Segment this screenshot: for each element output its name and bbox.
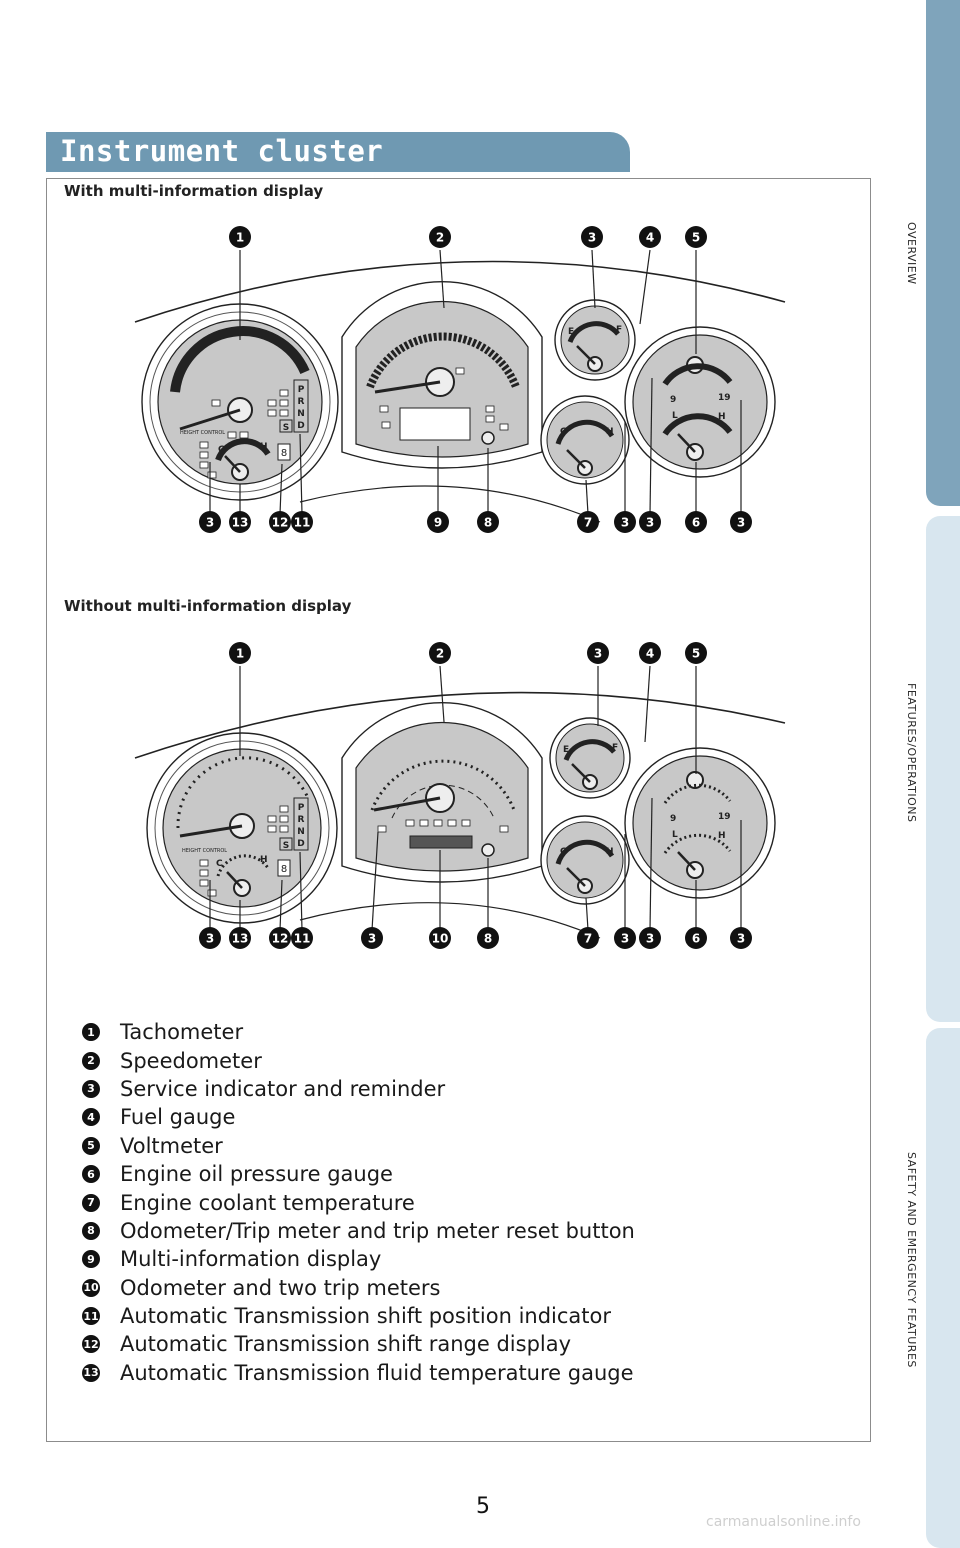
tachometer-gauge: [147, 733, 337, 923]
top-callouts: [229, 226, 707, 248]
page-number: 5: [476, 1494, 490, 1519]
legend-label: Multi-information display: [120, 1247, 382, 1272]
legend-label: Odometer and two trip meters: [120, 1275, 441, 1300]
svg-text:9: 9: [433, 515, 443, 530]
legend-item: [82, 1359, 635, 1387]
coolant-temperature-gauge: [541, 816, 629, 904]
svg-text:5: 5: [691, 230, 701, 245]
legend-number: 13: [82, 1364, 100, 1382]
legend-number: 7: [82, 1194, 100, 1212]
svg-text:2: 2: [435, 646, 445, 661]
legend-number: 1: [82, 1023, 100, 1041]
svg-text:6: 6: [691, 515, 701, 530]
svg-text:H: H: [260, 855, 268, 865]
svg-text:H: H: [606, 847, 614, 857]
tab-features-operations[interactable]: [926, 516, 960, 1022]
legend-item: [82, 1046, 635, 1074]
legend-item: [82, 1160, 635, 1188]
svg-text:3: 3: [205, 931, 215, 946]
svg-text:7: 7: [583, 931, 593, 946]
legend-label: Automatic Transmission shift range display: [120, 1332, 572, 1357]
section-tabs: [926, 0, 960, 1536]
svg-text:C: C: [560, 427, 567, 437]
section-heading-with-mid: With multi-information display: [64, 182, 324, 200]
svg-text:H: H: [260, 442, 268, 452]
legend-number: 2: [82, 1052, 100, 1070]
legend-label: Engine oil pressure gauge: [120, 1162, 393, 1187]
watermark: carmanualsonline.info: [706, 1514, 861, 1530]
legend-item: [82, 1274, 635, 1302]
svg-text:11: 11: [293, 515, 311, 530]
coolant-temperature-gauge: [541, 396, 629, 484]
bottom-callouts: [199, 511, 752, 533]
shift-d: D: [297, 421, 305, 431]
svg-text:3: 3: [645, 515, 655, 530]
svg-text:F: F: [612, 743, 619, 753]
legend-label: Automatic Transmission shift position indicator: [120, 1304, 612, 1329]
svg-text:5: 5: [691, 646, 701, 661]
svg-text:12: 12: [271, 931, 289, 946]
svg-text:C: C: [216, 859, 223, 869]
svg-text:19: 19: [718, 393, 731, 403]
legend-label: Service indicator and reminder: [120, 1076, 446, 1101]
svg-text:HEIGHT CONTROL: HEIGHT CONTROL: [182, 848, 228, 854]
svg-text:L: L: [672, 830, 678, 840]
page-title: Instrument cluster: [60, 134, 384, 168]
svg-text:H: H: [718, 412, 726, 422]
height-control-label: HEIGHT CONTROL: [180, 430, 226, 436]
svg-text:3: 3: [736, 515, 746, 530]
svg-text:12: 12: [271, 515, 289, 530]
legend-label: Automatic Transmission fluid temperature gauge: [120, 1360, 634, 1385]
svg-text:3: 3: [620, 515, 630, 530]
svg-text:3: 3: [587, 230, 597, 245]
svg-text:E: E: [563, 745, 570, 755]
svg-text:13: 13: [231, 515, 249, 530]
shift-n: N: [297, 409, 305, 419]
svg-text:6: 6: [691, 931, 701, 946]
svg-text:4: 4: [645, 230, 655, 245]
svg-text:11: 11: [293, 931, 311, 946]
legend-list: [82, 1018, 635, 1387]
svg-text:3: 3: [620, 931, 630, 946]
cluster-diagram-without-mid: [130, 638, 790, 958]
legend-label: Fuel gauge: [120, 1105, 236, 1130]
section-heading-without-mid: Without multi-information display: [64, 597, 352, 615]
bottom-callouts: [199, 927, 752, 949]
legend-number: 9: [82, 1250, 100, 1268]
legend-number: 10: [82, 1279, 100, 1297]
legend-number: 5: [82, 1137, 100, 1155]
tab-overview[interactable]: [926, 0, 960, 506]
svg-text:F: F: [616, 325, 623, 335]
svg-text:3: 3: [205, 515, 215, 530]
svg-text:3: 3: [645, 931, 655, 946]
svg-text:1: 1: [235, 646, 245, 661]
svg-text:H: H: [606, 427, 614, 437]
range-digit: 8: [280, 448, 288, 459]
svg-text:1: 1: [235, 230, 245, 245]
legend-number: 11: [82, 1307, 100, 1325]
shift-range-s: S: [282, 423, 290, 433]
svg-text:10: 10: [431, 931, 449, 946]
legend-item: [82, 1245, 635, 1273]
speedometer-gauge: [342, 282, 542, 468]
dash-bottom-curve: [300, 486, 600, 522]
svg-text:C: C: [560, 847, 567, 857]
legend-item: [82, 1103, 635, 1131]
svg-text:9: 9: [670, 814, 677, 824]
svg-text:D: D: [297, 839, 305, 849]
svg-text:3: 3: [593, 646, 603, 661]
svg-text:P: P: [297, 803, 305, 813]
svg-text:9: 9: [670, 395, 677, 405]
svg-text:H: H: [718, 831, 726, 841]
legend-number: 12: [82, 1335, 100, 1353]
svg-text:S: S: [282, 841, 290, 851]
legend-item: [82, 1302, 635, 1330]
svg-text:R: R: [297, 815, 305, 825]
legend-item: [82, 1132, 635, 1160]
top-callouts: [229, 642, 707, 664]
svg-text:3: 3: [367, 931, 377, 946]
svg-text:2: 2: [435, 230, 445, 245]
legend-item: [82, 1330, 635, 1358]
fuel-gauge: [550, 718, 630, 798]
svg-text:C: C: [218, 445, 225, 455]
legend-number: 3: [82, 1080, 100, 1098]
svg-text:13: 13: [231, 931, 249, 946]
svg-text:4: 4: [645, 646, 655, 661]
legend-item: [82, 1188, 635, 1216]
legend-number: 4: [82, 1108, 100, 1126]
speedometer-gauge: [342, 703, 542, 882]
legend-item: [82, 1217, 635, 1245]
svg-text:3: 3: [736, 931, 746, 946]
legend-label: Tachometer: [120, 1020, 244, 1045]
tab-safety-emergency[interactable]: [926, 1028, 960, 1548]
tab-features-operations-label: FEATURES/OPERATIONS: [905, 683, 918, 823]
svg-text:8: 8: [280, 864, 288, 875]
fuel-gauge: [555, 300, 635, 380]
svg-text:L: L: [672, 411, 678, 421]
legend-number: 8: [82, 1222, 100, 1240]
svg-text:8: 8: [483, 931, 493, 946]
legend-label: Speedometer: [120, 1048, 262, 1073]
shift-r: R: [297, 397, 305, 407]
cluster-diagram-with-mid: [130, 222, 790, 542]
svg-text:N: N: [297, 827, 305, 837]
svg-text:7: 7: [583, 515, 593, 530]
legend-label: Engine coolant temperature: [120, 1190, 415, 1215]
svg-text:8: 8: [483, 515, 493, 530]
legend-label: Odometer/Trip meter and trip meter reset button: [120, 1218, 635, 1243]
shift-p: P: [297, 385, 305, 395]
tab-safety-emergency-label: SAFETY AND EMERGENCY FEATURES: [905, 1152, 918, 1368]
legend-item: [82, 1075, 635, 1103]
legend-label: Voltmeter: [120, 1133, 223, 1158]
voltmeter-oil-gauge: [625, 327, 775, 477]
voltmeter-oil-gauge: [625, 748, 775, 898]
legend-number: 6: [82, 1165, 100, 1183]
svg-text:E: E: [568, 327, 575, 337]
svg-text:19: 19: [718, 812, 731, 822]
legend-item: [82, 1018, 635, 1046]
tab-overview-label: OVERVIEW: [905, 222, 918, 285]
